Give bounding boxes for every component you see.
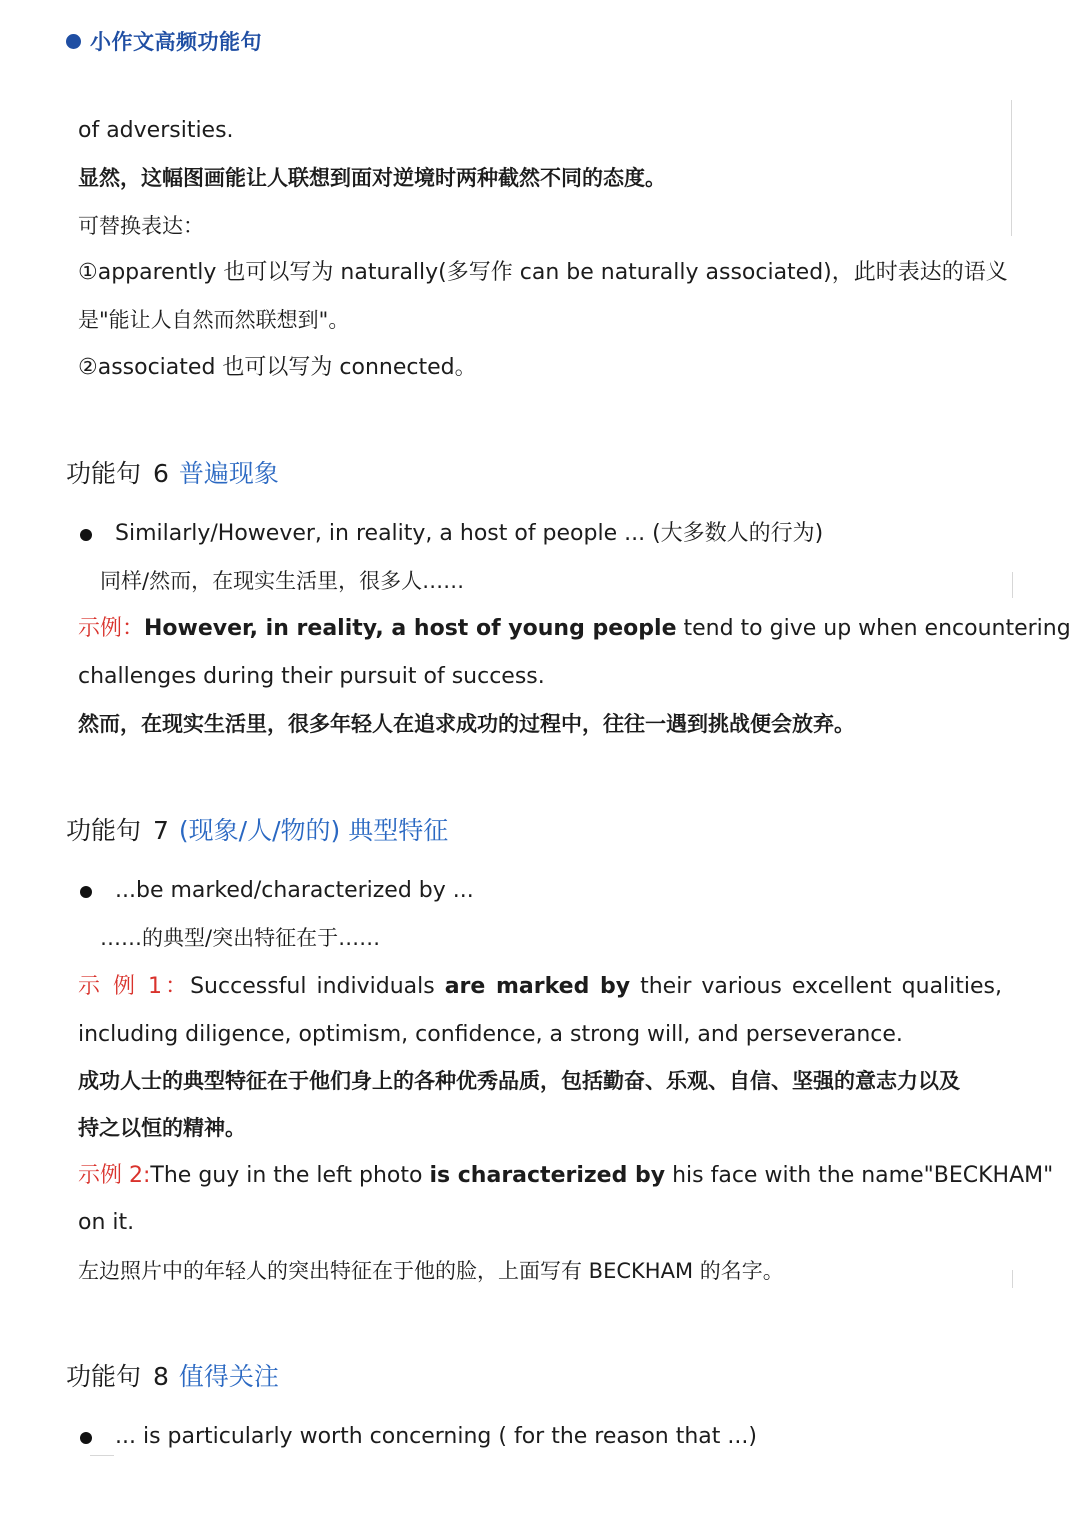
section-topic: 值得关注 [178, 1362, 279, 1391]
section-number: 7 [153, 816, 169, 845]
section-6-example [78, 614, 1071, 644]
section-7-example-1-translation-line1: 成功人士的典型特征在于他们身上的各种优秀品质，包括勤奋、乐观、自信、坚强的意志力以及 [78, 1069, 960, 1093]
example-text: their various excellent qualities, [630, 974, 1003, 999]
example-1-line1 [78, 972, 1002, 1002]
section-6-pattern-translation: 同样/然而，在现实生活里，很多人…… [100, 569, 465, 593]
scan-artifact [1012, 572, 1013, 598]
section-number: 6 [153, 459, 169, 488]
alt-expression-label: 可替换表达： [78, 214, 204, 238]
bullet-icon [80, 529, 92, 541]
prev-example-end: of adversities. [78, 118, 234, 143]
page-header [66, 26, 262, 56]
example-highlight: is characterized by [429, 1163, 666, 1188]
example-label: 示 例 1： [78, 974, 191, 999]
example-highlight: are marked by [444, 974, 631, 999]
section-8-heading [66, 1360, 279, 1394]
bullet-icon [80, 1432, 92, 1444]
section-topic: 普遍现象 [178, 459, 279, 488]
example-text: his face with the name"BECKHAM" [665, 1163, 1054, 1188]
section-7-pattern: ...be marked/characterized by ... [115, 878, 474, 903]
example-label: 示例： [78, 616, 145, 641]
section-7-example-2-translation: 左边照片中的年轻人的突出特征在于他的脸，上面写有 BECKHAM 的名字。 [78, 1259, 784, 1283]
page-title: 小作文高频功能句 [90, 30, 262, 54]
scan-artifact [90, 1455, 114, 1456]
section-6-example-translation: 然而，在现实生活里，很多年轻人在追求成功的过程中，往往一遇到挑战便会放弃。 [78, 712, 855, 736]
alt-expression-1-line1: ①apparently 也可以写为 naturally(多写作 can be naturally associated)，此时表达的语义 [78, 260, 1008, 285]
section-topic: (现象/人/物的) 典型特征 [178, 816, 449, 845]
section-7-example-1 [78, 972, 1002, 1002]
section-7-example-2-line2: on it. [78, 1210, 135, 1235]
section-7-heading [66, 814, 448, 848]
scan-artifact [1011, 100, 1012, 236]
section-7-example-2 [78, 1161, 1053, 1191]
example-label: 示例 2: [78, 1163, 151, 1188]
bullet-icon [80, 886, 92, 898]
section-6-example-line2: challenges during their pursuit of success. [78, 664, 545, 689]
section-8-pattern: ... is particularly worth concerning ( for the reason that ...) [115, 1424, 757, 1449]
example-text: Successful individuals [190, 974, 445, 999]
section-label: 功能句 [66, 816, 142, 845]
alt-expression-1-line2: 是"能让人自然而然联想到"。 [78, 308, 350, 332]
section-label: 功能句 [66, 1362, 142, 1391]
alt-expression-2: ②associated 也可以写为 connected。 [78, 355, 477, 380]
prev-translation: 显然，这幅图画能让人联想到面对逆境时两种截然不同的态度。 [78, 166, 666, 190]
section-6-heading [66, 457, 279, 491]
example-text: tend to give up when encountering [676, 616, 1071, 641]
section-6-pattern: Similarly/However, in reality, a host of people ... (大多数人的行为) [115, 521, 824, 546]
example-highlight: However, in reality, a host of young people [144, 616, 677, 641]
section-7-example-1-line2: including diligence, optimism, confidence, a strong will, and perseverance. [78, 1022, 903, 1047]
section-7-example-1-translation-line2: 持之以恒的精神。 [78, 1116, 246, 1140]
bullet-dot-icon [66, 34, 81, 49]
section-label: 功能句 [66, 459, 142, 488]
scan-artifact [1012, 1270, 1013, 1288]
example-text: The guy in the left photo [150, 1163, 430, 1188]
section-number: 8 [153, 1362, 169, 1391]
section-7-pattern-translation: ……的典型/突出特征在于…… [100, 926, 381, 950]
